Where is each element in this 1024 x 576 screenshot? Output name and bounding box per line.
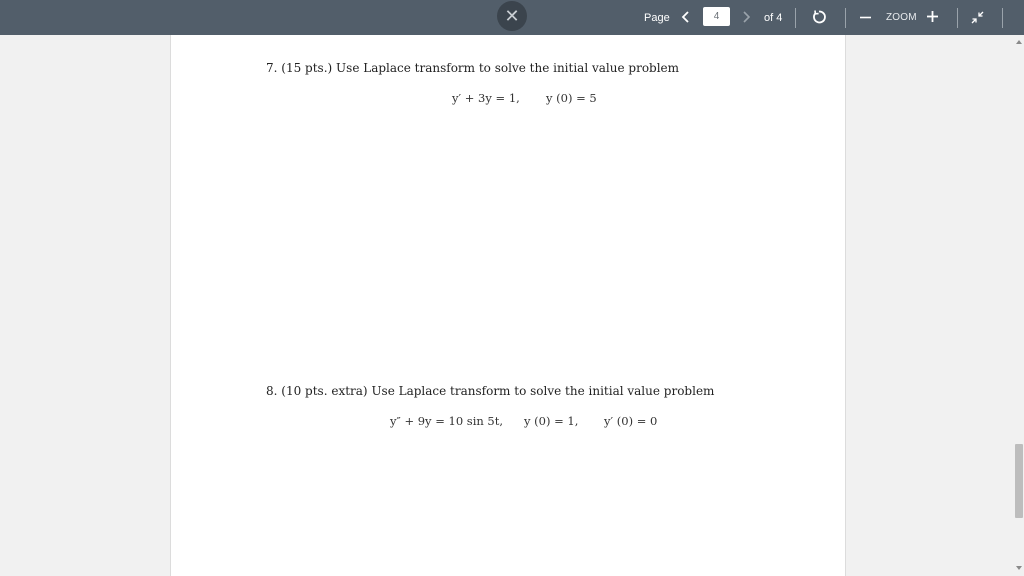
question-8-text: Use Laplace transform to solve the initial value problem xyxy=(371,384,715,398)
exit-fullscreen-icon[interactable] xyxy=(970,10,985,25)
vertical-scrollbar[interactable] xyxy=(1014,35,1024,576)
question-8-initial-condition-2: y′ (0) = 0 xyxy=(604,414,658,428)
question-8-equation: y″ + 9y = 10 sin 5t, xyxy=(390,414,504,428)
question-8-initial-condition-1: y (0) = 1, xyxy=(524,414,579,428)
zoom-out-icon[interactable] xyxy=(859,11,872,24)
scroll-down-icon[interactable] xyxy=(1014,563,1024,573)
toolbar-divider xyxy=(1002,8,1003,28)
page-label: Page xyxy=(644,12,670,24)
close-button[interactable]: ✕ xyxy=(497,1,527,31)
question-8-points: (10 pts. extra) xyxy=(281,384,368,398)
toolbar-divider xyxy=(957,8,958,28)
question-7-equation: y′ + 3y = 1, xyxy=(452,91,520,105)
toolbar-divider xyxy=(845,8,846,28)
scroll-up-icon[interactable] xyxy=(1014,37,1024,47)
previous-page-icon[interactable] xyxy=(680,8,692,26)
question-7 xyxy=(266,61,679,75)
rotate-icon[interactable] xyxy=(811,9,827,25)
zoom-label: ZOOM xyxy=(886,12,917,23)
question-7-number: 7. xyxy=(266,61,278,75)
pdf-page xyxy=(170,35,846,576)
toolbar-divider xyxy=(795,8,796,28)
question-7-initial-condition: y (0) = 5 xyxy=(546,91,597,105)
pdf-toolbar xyxy=(0,0,1024,35)
next-page-icon[interactable] xyxy=(740,8,752,26)
scrollbar-thumb[interactable] xyxy=(1015,444,1023,518)
question-8-number: 8. xyxy=(266,384,278,398)
question-7-text: Use Laplace transform to solve the initial value problem xyxy=(336,61,680,75)
question-8 xyxy=(266,384,714,398)
zoom-in-icon[interactable] xyxy=(926,10,939,23)
page-number-input[interactable] xyxy=(703,7,730,26)
question-7-points: (15 pts.) xyxy=(281,61,333,75)
page-count-label: of 4 xyxy=(764,12,783,24)
